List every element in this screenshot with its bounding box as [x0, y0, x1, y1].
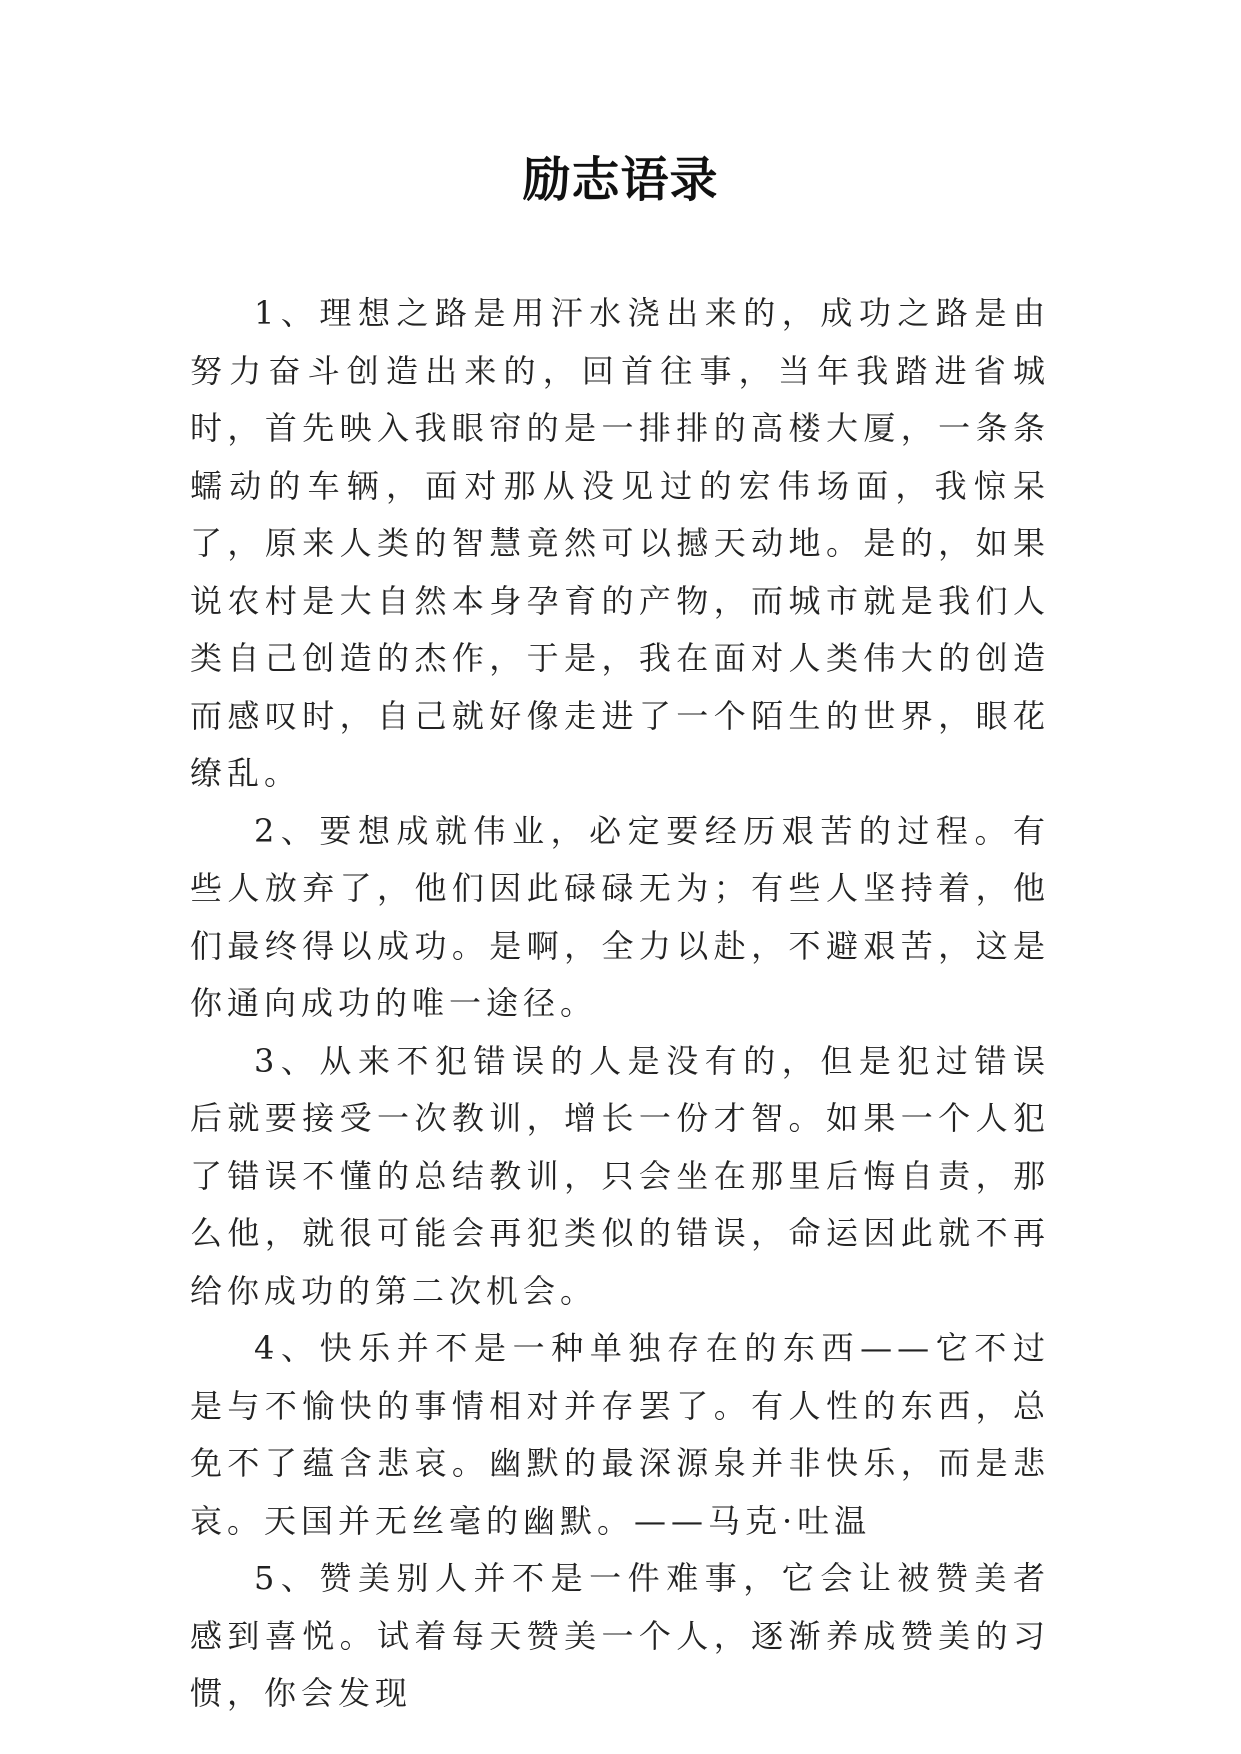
quote-paragraph-5: 5、赞美别人并不是一件难事，它会让被赞美者感到喜悦。试着每天赞美一个人，逐渐养成赞美的习惯，你会发现 [190, 1559, 1050, 1712]
quote-paragraph-2: 2、要想成就伟业，必定要经历艰苦的过程。有些人放弃了，他们因此碌碌无为；有些人坚持着，他们最终得以成功。是啊，全力以赴，不避艰苦，这是你通向成功的唯一途径。 [190, 811, 1050, 1022]
quote-paragraph-1: 1、理想之路是用汗水浇出来的，成功之路是由努力奋斗创造出来的，回首往事，当年我踏进省城时，首先映入我眼帘的是一排排的高楼大厦，一条条蠕动的车辆，面对那从没见过的宏伟场面，我惊呆了，原来人类的智慧竟然可以撼天动地。是的，如果说农村是大自然本身孕育的产物，而城市就是我们人类自己创造的杰作，于是，我在面对人类伟大的创造而感叹时，自己就好像走进了一个陌生的世界，眼花缭乱。 [190, 294, 1050, 792]
document-body [190, 285, 1050, 1723]
quote-paragraph-3: 3、从来不犯错误的人是没有的，但是犯过错误后就要接受一次教训，增长一份才智。如果一个人犯了错误不懂的总结教训，只会坐在那里后悔自责，那么他，就很可能会再犯类似的错误，命运因此就不再给你成功的第二次机会。 [190, 1041, 1050, 1310]
quote-paragraph-4: 4、快乐并不是一种单独存在的东西——它不过是与不愉快的事情相对并存罢了。有人性的东西，总免不了蕴含悲哀。幽默的最深源泉并非快乐，而是悲哀。天国并无丝毫的幽默。——马克·吐温 [190, 1329, 1050, 1540]
document-title: 励志语录 [522, 152, 719, 208]
